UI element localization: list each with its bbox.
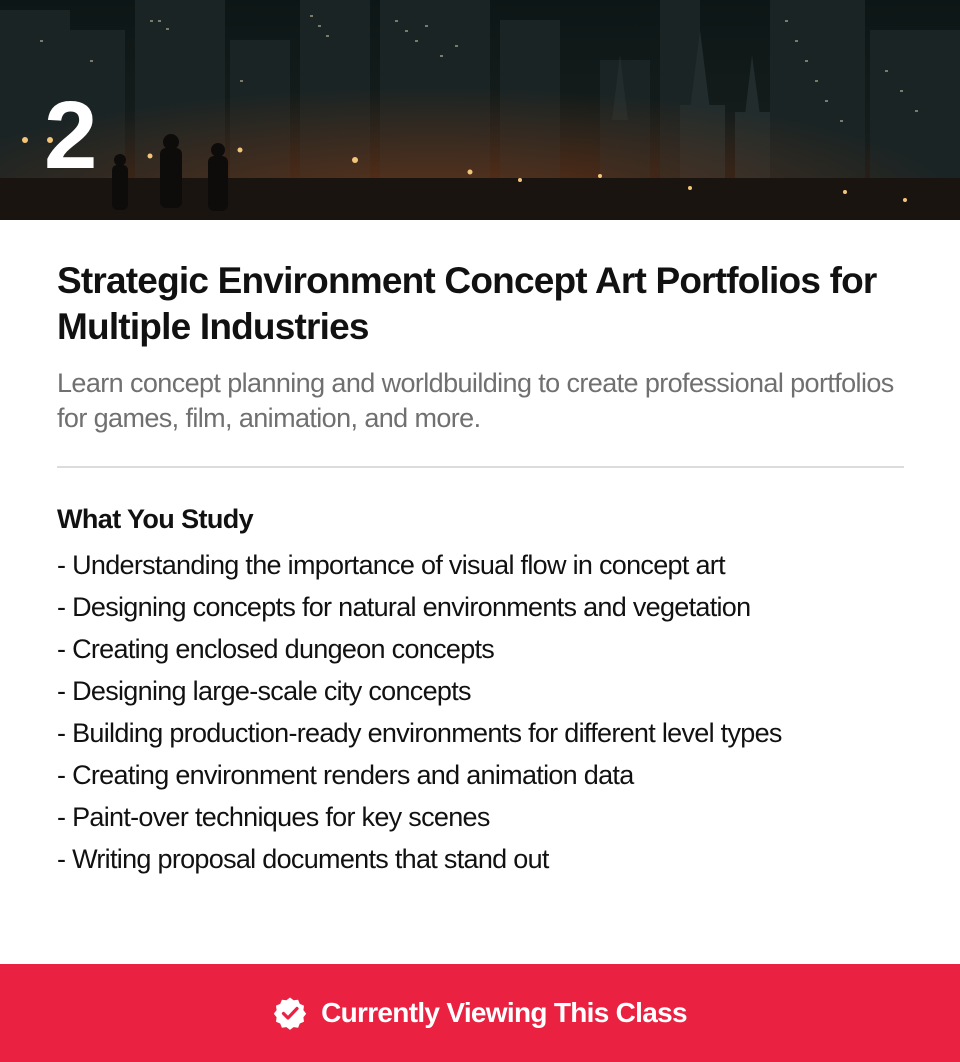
currently-viewing-label: Currently Viewing This Class	[321, 997, 687, 1028]
study-item: - Writing proposal documents that stand out	[57, 844, 549, 874]
course-title: Strategic Environment Concept Art Portfolios for Multiple Industries	[57, 260, 877, 347]
divider	[57, 466, 904, 468]
study-item: - Building production-ready environments for different level types	[57, 718, 782, 748]
lesson-number: 2	[44, 82, 96, 189]
study-item: - Creating enclosed dungeon concepts	[57, 634, 495, 664]
hero-banner	[0, 0, 960, 220]
study-item: - Designing concepts for natural environments and vegetation	[57, 592, 751, 622]
check-badge-icon	[273, 996, 307, 1030]
currently-viewing-button[interactable]	[0, 964, 960, 1062]
study-list	[57, 544, 927, 880]
course-header	[57, 258, 905, 436]
study-item: - Understanding the importance of visual flow in concept art	[57, 550, 725, 580]
study-heading: What You Study	[57, 504, 254, 534]
study-item: - Paint-over techniques for key scenes	[57, 802, 490, 832]
study-item: - Designing large-scale city concepts	[57, 676, 471, 706]
study-item: - Creating environment renders and animation data	[57, 760, 634, 790]
city-night-illustration	[0, 0, 960, 220]
course-subtitle: Learn concept planning and worldbuilding to create professional portfolios for games, film, animation, and more.	[57, 368, 894, 433]
study-section	[57, 500, 927, 880]
